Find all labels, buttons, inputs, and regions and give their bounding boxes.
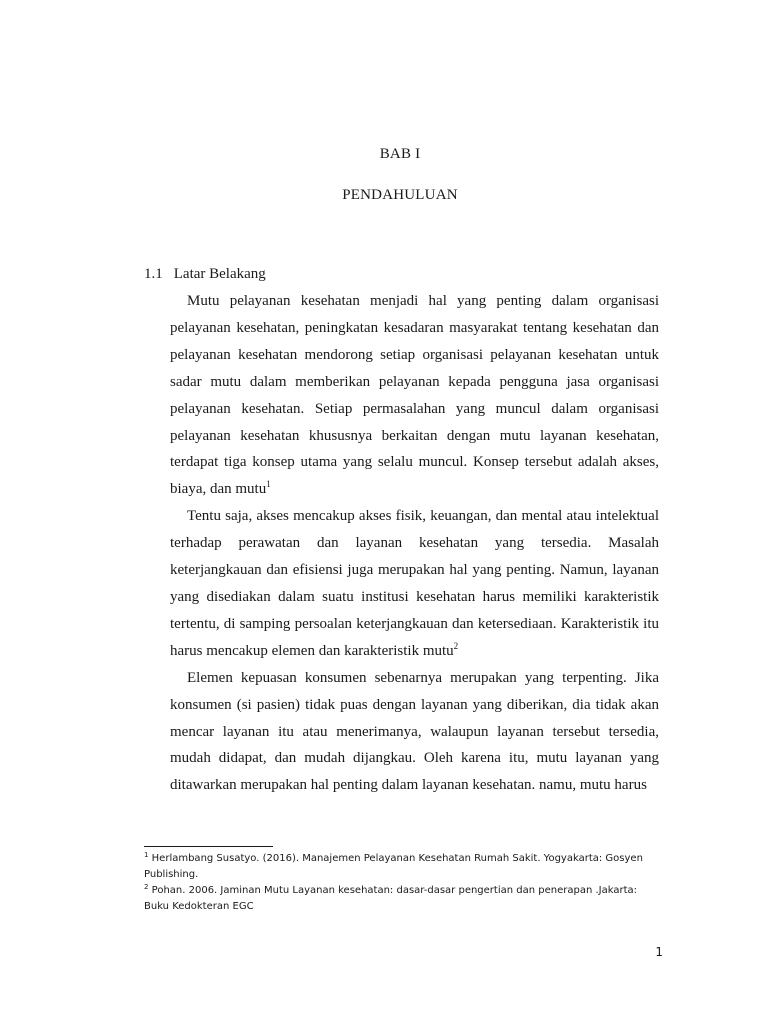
chapter-label: BAB I xyxy=(379,146,421,162)
section-heading xyxy=(144,266,266,283)
paragraph-text: Tentu saja, akses mencakup akses fisik, keuangan, dan mental atau intelektual terhadap perawatan dan layanan kesehatan yang tersedia. Masalah keterjangkauan dan efisiensi juga merupakan hal yang penting. Namun, layanan yang disediakan dalam suatu institusi kesehatan harus memiliki karakteristik tertentu, di samping persoalan keterjangkauan dan ketersediaan. Karakteristik itu harus mencakup elemen dan karakteristik mutu xyxy=(170,508,659,659)
paragraph xyxy=(170,665,659,800)
footnote-marker: 1 xyxy=(144,851,149,859)
footnotes xyxy=(144,851,664,915)
footnote xyxy=(144,883,664,915)
paragraph xyxy=(170,503,659,664)
footnote xyxy=(144,851,664,883)
body-text xyxy=(170,288,659,799)
paragraph-text: Mutu pelayanan kesehatan menjadi hal yang penting dalam organisasi pelayanan kesehatan, peningkatan kesadaran masyarakat tentang kesehatan dan pelayanan kesehatan mendorong setiap organisasi pelayanan kesehatan untuk sadar mutu dalam memberikan pelayanan kepada pengguna jasa organisasi pelayanan kesehatan. Setiap permasalahan yang muncul dalam organisasi pelayanan kesehatan khususnya berkaitan dengan mutu layanan kesehatan, terdapat tiga konsep utama yang selalu muncul. Konsep tersebut adalah akses, biaya, dan mutu xyxy=(170,293,659,498)
footnote-marker: 2 xyxy=(144,883,149,891)
footnote-reference: 1 xyxy=(266,479,271,490)
paragraph-text: Elemen kepuasan konsumen sebenarnya merupakan yang terpenting. Jika konsumen (si pasien) tidak puas dengan layanan yang diberikan, dia tidak akan mencar layanan itu atau menerimanya, walaupun layanan tersebut tersedia, mudah didapat, dan mudah dijangkau. Oleh karena itu, mutu layanan yang ditawarkan merupakan hal penting dalam layanan kesehatan. namu, mutu harus xyxy=(170,669,659,794)
footnote-separator xyxy=(144,846,273,847)
section-number: 1.1 xyxy=(144,266,163,282)
section-title: Latar Belakang xyxy=(173,266,266,282)
footnote-text: Pohan. 2006. Jaminan Mutu Layanan kesehatan: dasar-dasar pengertian dan penerapan .Jakarta: Buku Kedokteran EGC xyxy=(144,885,638,912)
page-number: 1 xyxy=(655,945,663,959)
chapter-title: PENDAHULUAN xyxy=(342,187,458,203)
footnote-reference: 2 xyxy=(453,640,459,651)
paragraph xyxy=(170,288,659,503)
footnote-text: Herlambang Susatyo. (2016). Manajemen Pelayanan Kesehatan Rumah Sakit. Yogyakarta: Gosyen Publishing. xyxy=(144,853,643,880)
